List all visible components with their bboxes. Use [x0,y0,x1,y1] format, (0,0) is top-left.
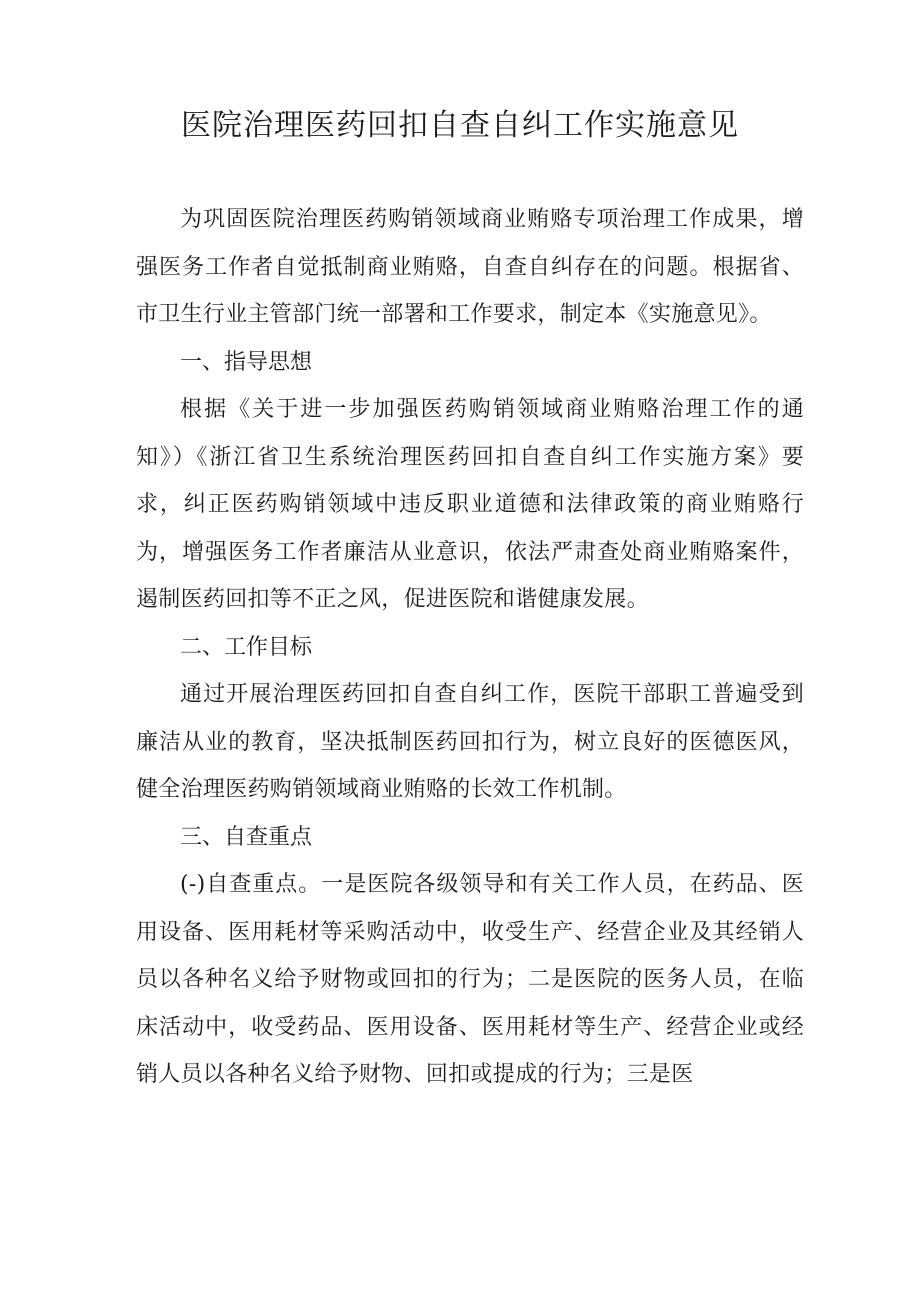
document-title: 医院治理医药回扣自查自纠工作实施意见 [181,108,739,143]
section-1-heading: 一、指导思想 [180,349,313,375]
section-1-paragraph: 根据《关于进一步加强医药购销领域商业贿赂治理工作的通知》）《浙江省卫生系统治理医药回扣自查自纠工作实施方案》要求，纠正医药购销领域中违反职业道德和法律政策的商业贿赂行为，增强医务工作者廉洁从业意识，依法严肃查处商业贿赂案件，遏制医药回扣等不正之风，促进医院和谐健康发展。 [136,397,804,612]
document-body [136,196,804,1099]
section-2-heading: 二、工作目标 [180,634,313,660]
section-3-paragraph: (-)自查重点。一是医院各级领导和有关工作人员，在药品、医用设备、医用耗材等采购活动中，收受生产、经营企业及其经销人员以各种名义给予财物或回扣的行为；二是医院的医务人员，在临床活动中，收受药品、医用设备、医用耗材等生产、经营企业或经销人员以各种名义给予财物、回扣或提成的行为；三是医 [136,872,804,1087]
intro-paragraph: 为巩固医院治理医药购销领域商业贿赂专项治理工作成果，增强医务工作者自觉抵制商业贿赂，自查自纠存在的问题。根据省、市卫生行业主管部门统一部署和工作要求，制定本《实施意见》。 [136,207,804,327]
section-3-heading: 三、自查重点 [180,824,313,850]
section-2-paragraph: 通过开展治理医药回扣自查自纠工作，医院干部职工普遍受到廉洁从业的教育，坚决抵制医药回扣行为，树立良好的医德医风，健全治理医药购销领域商业贿赂的长效工作机制。 [136,682,804,802]
